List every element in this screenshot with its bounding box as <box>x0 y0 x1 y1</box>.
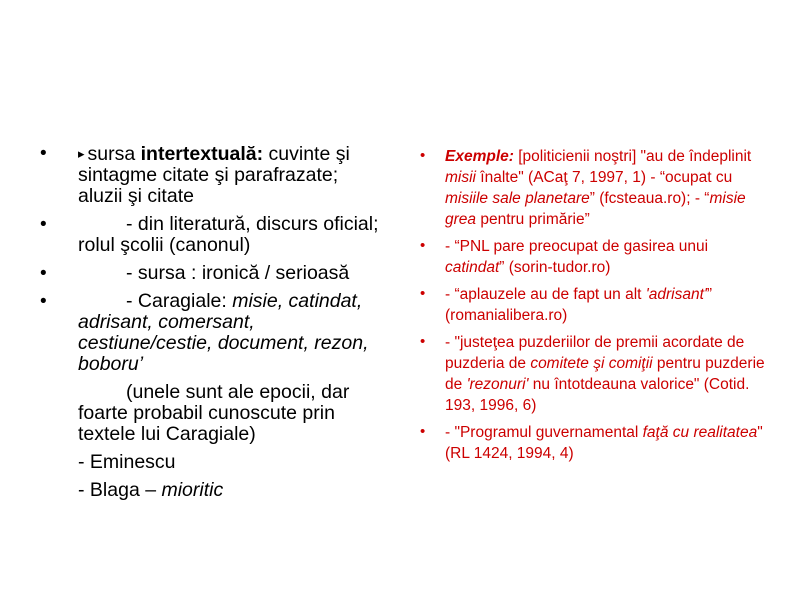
example-text: " (RL 1424, 1994, 4) <box>445 424 763 462</box>
example-text: - "Programul guvernamental <box>445 424 643 441</box>
item-bold: intertextuală: <box>140 143 264 165</box>
list-item-source <box>40 263 385 284</box>
eminescu-line <box>40 452 385 473</box>
example-italic: comitete şi comiţii <box>530 355 653 372</box>
list-item-literature <box>40 214 385 256</box>
note-text: (unele sunt ale epocii, dar foarte probabil cunoscute prin textele lui Caragiale) <box>78 381 350 445</box>
bullet: • <box>40 143 47 164</box>
bullet: • <box>420 237 426 254</box>
item-text: cuvinte şi sintagme citate şi parafrazate; aluzii şi citate <box>78 143 350 207</box>
example-italic: catindat <box>445 259 500 276</box>
right-column <box>420 146 765 470</box>
example-italic: misii <box>445 169 476 186</box>
blaga-italic: mioritic <box>161 479 224 501</box>
bullet: • <box>40 214 47 235</box>
example-text: - “PNL pare preocupat de gasirea unui <box>445 238 709 255</box>
item-text: - din literatură, discurs oficial; rolul şcolii (canonul) <box>78 213 379 256</box>
examples-label: Exemple: <box>445 148 514 165</box>
bullet: • <box>40 291 47 312</box>
example-item <box>420 422 765 464</box>
example-italic: faţă cu realitatea <box>642 424 758 441</box>
item-italic: misie, catindat, adrisant, comersant, cestiune/cestie, document, rezon, boboru’ <box>78 290 369 375</box>
example-text: - "justeţea puzderiilor de premii acordate de puzderia de <box>445 334 745 372</box>
item-text: - sursa : ironică / serioasă <box>126 262 350 284</box>
left-column <box>40 143 385 508</box>
bullet: • <box>420 423 426 440</box>
example-text: - “aplauzele au de fapt un alt <box>445 286 646 303</box>
example-text: [politicienii noştri] "au de îndeplinit <box>513 148 752 165</box>
example-text: ” (romanialibera.ro) <box>445 286 713 324</box>
blaga-line <box>40 480 385 501</box>
example-italic: misiile sale planetare <box>445 190 590 207</box>
example-italic: 'rezonuri' <box>466 376 529 393</box>
list-item-intertextual <box>40 143 385 207</box>
blaga-text: - Blaga – <box>78 479 162 501</box>
bullet: • <box>420 333 426 350</box>
eminescu-text: - Eminescu <box>78 451 176 473</box>
example-text: înalte" (ACaţ 7, 1997, 1) - “ocupat cu <box>476 169 733 186</box>
note-paragraph <box>40 382 385 445</box>
example-item <box>420 236 765 278</box>
example-text: pentru puzderie de <box>445 355 765 393</box>
item-text: sursa <box>87 143 141 165</box>
triangle-right-icon: ▸ <box>78 146 85 161</box>
example-italic: misie grea <box>445 190 746 228</box>
list-item-caragiale <box>40 291 385 375</box>
example-item <box>420 332 765 416</box>
example-text: pentru primărie” <box>476 211 590 228</box>
bullet: • <box>420 285 426 302</box>
example-text: ” (fcsteaua.ro); - “ <box>589 190 710 207</box>
bullet: • <box>40 263 47 284</box>
example-text: nu întotdeauna valorice" (Cotid. 193, 1996, 6) <box>445 376 750 414</box>
item-text: - Caragiale: <box>126 290 233 312</box>
bullet: • <box>420 147 426 164</box>
example-item <box>420 146 765 230</box>
example-item <box>420 284 765 326</box>
example-text: ” (sorin-tudor.ro) <box>499 259 611 276</box>
example-italic: 'adrisant' <box>645 286 707 303</box>
